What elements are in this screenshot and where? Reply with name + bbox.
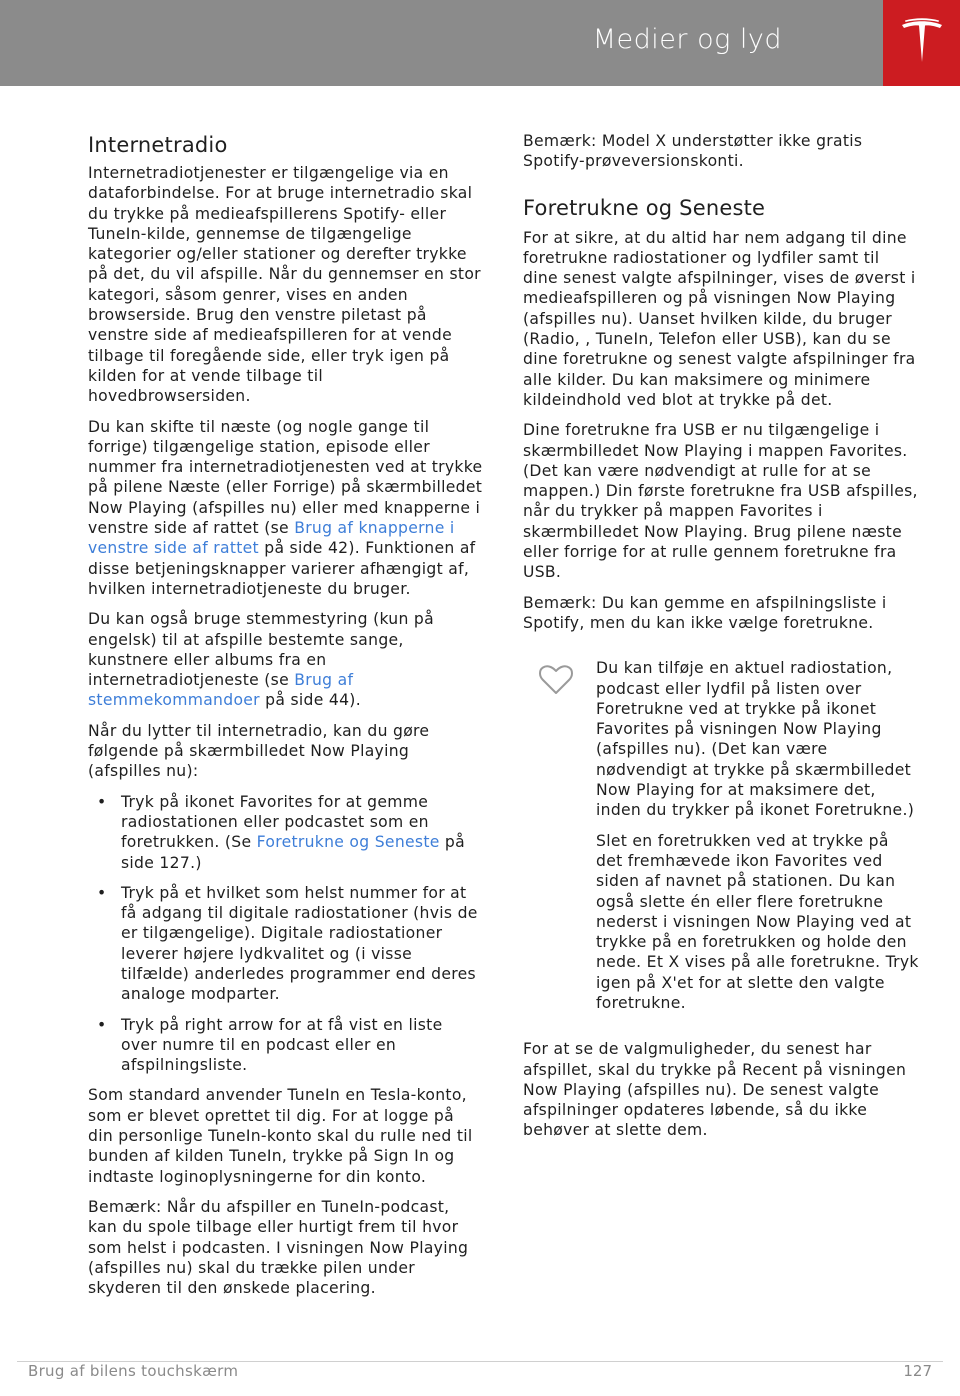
paragraph: Dine foretrukne fra USB er nu tilgængelige i skærmbilledet Now Playing i mappen Favorites. (Det kan være nødvendigt at rulle for at se mappen.) Din første foretrukne fra USB afspilles, når du trykker på mappen Favorites i skærmbilledet Now Playing. Brug pilene næste eller forrige for at rulle gennem foretrukne fra USB. [523,421,918,582]
list-item: • Tryk på et hvilket som helst nummer for at få adgang til digitale radiostationer (hvis de er tilgængelige). Digitale radiostationer leverer højere lydkvalitet og (i visse tilfælde) anderledes programmer end deres analoge modparter. [88,883,483,1005]
link-steering-buttons[interactable]: Brug af knapperne i venstre side af rattet [88,519,455,558]
paragraph: For at se de valgmuligheder, du senest har afspillet, skal du trykke på Recent på visningen Now Playing (afspilles nu). De senest valgte afspilninger opdateres løbende, så du ikke behøver at slette dem. [523,1040,907,1140]
paragraph: Internetradiotjenester er tilgængelige via en dataforbindelse. For at bruge internetradio skal du trykke på medieafspillerens Spotify- eller TuneIn-kilde, gennemse de tilgængelige kategorier og/eller stationer og derefter trykke på det, du vil afspille. Når du gennemser en stor kategori, såsom genrer, vises en anden browserside. Brug den venstre piletast på venstre side af medieafspilleren for at vende tilbage til foregående side, eller tryk igen på kilden for at vende tilbage til hovedbrowsersiden. [88,164,481,406]
left-column [88,132,483,1308]
note-paragraph: Bemærk: Model X understøtter ikke gratis Spotify-prøveversionskonti. [523,132,863,171]
footer-section-label: Brug af bilens touchskærm [28,1362,239,1380]
paragraph: Når du lytter til internetradio, kan du gøre følgende på skærmbilledet Now Playing (afspilles nu): [88,721,430,781]
heading-internetradio: Internetradio [88,133,228,157]
link-voice-commands[interactable]: Brug af stemmekommandoer [88,671,354,710]
heart-icon [539,665,573,695]
list-item: • Tryk på ikonet Favorites for at gemme radiostationen eller podcastet som en foretrukken. (Se Foretrukne og Seneste på side 127.) [88,792,483,873]
page-number: 127 [903,1362,932,1380]
right-column [523,131,919,1151]
tip-paragraph: Du kan tilføje en aktuel radiostation, podcast eller lydfil på listen over Foretrukne ved at trykke på ikonet Favorites på visningen Now Playing (afspilles nu). (Det kan være nødvendigt at trykke på skærmbilledet Now Playing for at maksimere det, inden du trykker på ikonet Foretrukne.) [596,659,915,820]
bullet-list [88,792,483,1076]
tip-box [523,658,919,1013]
page-section-title: Medier og lyd [592,24,782,55]
paragraph: For at sikre, at du altid har nem adgang til dine foretrukne radiostationer og lydfiler samt til dine senest valgte afspilninger, vises de øverst i medieafspilleren og på visningen Now Playing (afspilles nu). Uanset hvilken kilde, du bruger (Radio, , TuneIn, Telefon eller USB), kan du se dine foretrukne og senest valgte afspilninger fra alle kilder. Du kan maksimere og minimere kildeindhold ved blot at trykke på det. [523,228,916,409]
note-paragraph: Bemærk: Når du afspiller en TuneIn-podcast, kan du spole tilbage eller hurtigt frem til hvor som helst i podcasten. I visningen Now Playing (afspilles nu) skal du trække pilen under skyderen til den ønskede placering. [88,1197,469,1298]
link-favorites-recent[interactable]: Foretrukne og Seneste [256,833,440,852]
note-paragraph: Bemærk: Du kan gemme en afspilningsliste i Spotify, men du kan ikke vælge foretrukne. [523,593,887,632]
tesla-logo-icon [899,18,945,68]
list-item: • Tryk på right arrow for at få vist en liste over numre til en podcast eller en afspilningsliste. [88,1015,483,1076]
paragraph: Du kan også bruge stemmestyring (kun på engelsk) til at afspille bestemte sange, kunstnere eller albums fra en internetradiotjeneste (se Brug af stemmekommandoer på side 44). [88,610,434,710]
heading-favorites-recent: Foretrukne og Seneste [523,195,766,220]
header-bar [0,0,883,86]
paragraph: Som standard anvender TuneIn en Tesla-konto, som er blevet oprettet til dig. For at logge på din personlige TuneIn-konto skal du rulle ned til bunden af kilden TuneIn, trykke på Sign In og indtaste loginoplysningerne for din konto. [88,1086,473,1186]
paragraph: Du kan skifte til næste (og nogle gange til forrige) tilgængelige station, episode eller nummer fra internetradiotjenesten ved at trykke på pilene Næste (eller Forrige) på skærmbilledet Now Playing (afspilles nu) eller med knapperne i venstre side af rattet (se Brug af knapperne i venstre side af rattet på side 42). Funktionen af disse betjeningsknapper varierer afhængigt af, hvilken internetradiotjeneste du bruger. [88,417,483,598]
tip-paragraph: Slet en foretrukken ved at trykke på det fremhævede ikon Favorites ved siden af navnet på stationen. Du kan også slette én eller flere foretrukne nederst i visningen Now Playing ved at trykke på en foretrukken og holde den nede. Et X vises på alle foretrukne. Tryk igen på X'et for at slette den valgte foretrukne. [596,831,919,1012]
brand-logo-box [883,0,960,86]
